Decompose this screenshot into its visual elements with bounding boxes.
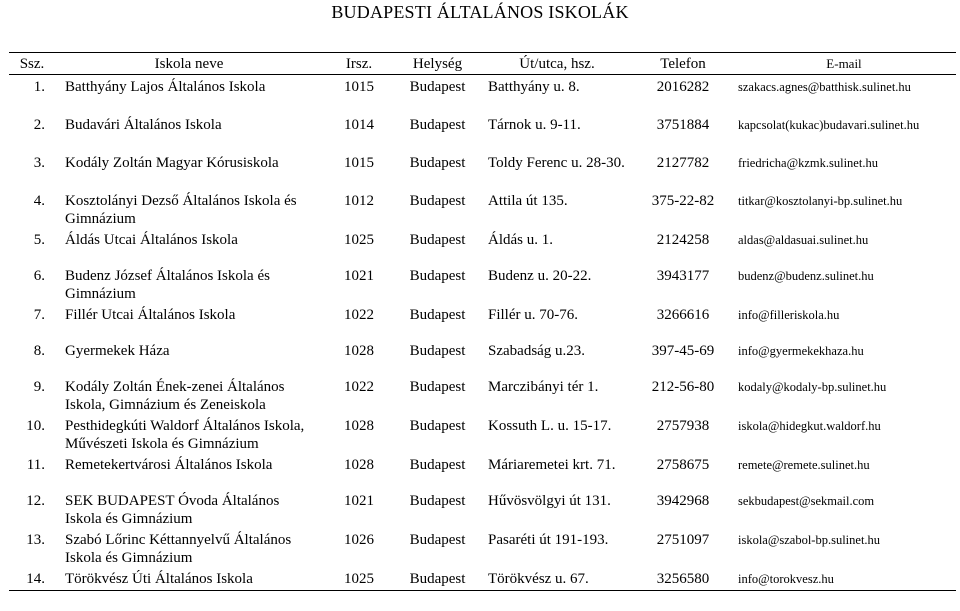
- cell-helyseg: Budapest: [409, 417, 466, 434]
- table-row: [9, 339, 956, 375]
- table-row: [9, 489, 956, 528]
- table-row: [9, 375, 956, 414]
- cell-name: Gyermekek Háza: [65, 342, 170, 359]
- cell-irsz: 1021: [344, 267, 374, 284]
- cell-helyseg: Budapest: [409, 116, 466, 133]
- cell-name: Batthyány Lajos Általános Iskola: [65, 79, 266, 95]
- cell-irsz: 1028: [344, 456, 374, 473]
- cell-telefon: 2757938: [656, 417, 710, 434]
- header-row: [9, 53, 956, 75]
- table-row: [9, 75, 956, 113]
- cell-name: Remetekertvárosi Általános Iskola: [65, 456, 273, 473]
- cell-telefon: 2751097: [656, 531, 710, 548]
- cell-ut: Szabadság u.23.: [488, 342, 586, 359]
- header-name: Iskola neve: [55, 53, 323, 75]
- cell-email: aldas@aldasuai.sulinet.hu: [738, 232, 869, 247]
- table-row: [9, 303, 956, 339]
- cell-name: Törökvész Úti Általános Iskola: [55, 567, 323, 591]
- cell-ut: Kossuth L. u. 15-17.: [488, 417, 612, 434]
- cell-ut: Áldás u. 1.: [488, 231, 553, 248]
- cell-email: info@filleriskola.hu: [738, 307, 840, 322]
- cell-irsz: 1022: [344, 378, 374, 395]
- cell-ut: Hűvösvölgyi út 131.: [488, 492, 611, 509]
- cell-irsz: 1022: [344, 306, 374, 323]
- cell-email: friedricha@kzmk.sulinet.hu: [738, 155, 878, 170]
- cell-ut: Budenz u. 20-22.: [488, 267, 592, 284]
- table-row: [9, 414, 956, 453]
- cell-telefon: 2124258: [656, 231, 710, 248]
- cell-telefon: 3266616: [656, 306, 710, 323]
- cell-ssz: 4.: [33, 192, 45, 209]
- cell-telefon: 397-45-69: [651, 342, 715, 359]
- cell-name: Áldás Utcai Általános Iskola: [65, 231, 238, 248]
- cell-irsz: 1021: [344, 492, 374, 509]
- cell-ut: Toldy Ferenc u. 28-30.: [488, 154, 625, 171]
- cell-helyseg: Budapest: [409, 531, 466, 548]
- cell-ssz: 2.: [33, 116, 45, 133]
- cell-ut: Attila út 135.: [488, 192, 568, 209]
- cell-email: sekbudapest@sekmail.com: [738, 493, 875, 508]
- cell-irsz: 1015: [344, 79, 374, 95]
- page-title: BUDAPESTI ÁLTALÁNOS ISKOLÁK: [331, 2, 629, 22]
- cell-email: iskola@hidegkut.waldorf.hu: [738, 418, 881, 433]
- cell-irsz: 1025: [323, 567, 395, 591]
- cell-ut: Máriaremetei krt. 71.: [488, 456, 616, 473]
- table-row: [9, 189, 956, 228]
- cell-irsz: 1028: [344, 342, 374, 359]
- cell-telefon: 3943177: [656, 267, 710, 284]
- cell-telefon: 3751884: [656, 116, 710, 133]
- table-row: [9, 567, 956, 591]
- cell-helyseg: Budapest: [409, 79, 466, 95]
- cell-name: Kodály Zoltán Ének-zenei Általános Iskola, Gimnázium és Zeneiskola: [65, 378, 285, 413]
- cell-email: remete@remete.sulinet.hu: [738, 457, 870, 472]
- header-email: E-mail: [732, 53, 956, 75]
- cell-irsz: 1014: [344, 116, 374, 133]
- cell-helyseg: Budapest: [409, 154, 466, 171]
- cell-email: kapcsolat(kukac)budavari.sulinet.hu: [738, 117, 920, 132]
- cell-helyseg: Budapest: [409, 456, 466, 473]
- cell-telefon: 3942968: [656, 492, 710, 509]
- cell-telefon: 2127782: [656, 154, 710, 171]
- cell-ssz: 6.: [33, 267, 45, 284]
- table-row: [9, 264, 956, 303]
- table-row: [9, 453, 956, 489]
- cell-ssz: 7.: [33, 306, 45, 323]
- cell-email: iskola@szabol-bp.sulinet.hu: [738, 532, 881, 547]
- table-header: [9, 53, 956, 75]
- cell-name: Budenz József Általános Iskola és Gimnázium: [65, 267, 270, 302]
- cell-name: Szabó Lőrinc Kéttannyelvű Általános Iskola és Gimnázium: [65, 531, 292, 566]
- cell-irsz: 1026: [344, 531, 374, 548]
- cell-helyseg: Budapest: [409, 378, 466, 395]
- school-table: [9, 52, 956, 591]
- cell-ssz: 12.: [26, 492, 45, 509]
- cell-email: info@torokvesz.hu: [732, 567, 956, 591]
- cell-email: kodaly@kodaly-bp.sulinet.hu: [738, 379, 887, 394]
- cell-ssz: 13.: [26, 531, 45, 548]
- cell-irsz: 1028: [344, 417, 374, 434]
- cell-helyseg: Budapest: [409, 306, 466, 323]
- cell-ssz: 14.: [9, 567, 55, 591]
- cell-helyseg: Budapest: [409, 342, 466, 359]
- cell-helyseg: Budapest: [409, 231, 466, 248]
- table-row: [9, 113, 956, 151]
- header-telefon: Telefon: [634, 53, 732, 75]
- cell-ut: Fillér u. 70-76.: [488, 306, 578, 323]
- cell-ut: Pasaréti út 191-193.: [488, 531, 609, 548]
- cell-ssz: 11.: [26, 456, 45, 473]
- cell-telefon: 212-56-80: [651, 378, 715, 395]
- cell-telefon: 2758675: [656, 456, 710, 473]
- cell-irsz: 1025: [344, 231, 374, 248]
- cell-name: Kosztolányi Dezső Általános Iskola és Gimnázium: [65, 192, 297, 227]
- cell-name: SEK BUDAPEST Óvoda Általános Iskola és Gimnázium: [65, 492, 280, 527]
- table-row: [9, 151, 956, 189]
- cell-telefon: 2016282: [656, 79, 710, 95]
- cell-helyseg: Budapest: [395, 567, 480, 591]
- cell-ut: Batthyány u. 8.: [488, 79, 580, 95]
- cell-irsz: 1012: [344, 192, 374, 209]
- cell-irsz: 1015: [344, 154, 374, 171]
- cell-ssz: 9.: [33, 378, 45, 395]
- cell-ut: Marczibányi tér 1.: [488, 378, 599, 395]
- cell-ssz: 1.: [33, 79, 45, 95]
- cell-email: titkar@kosztolanyi-bp.sulinet.hu: [738, 193, 903, 208]
- header-ssz: Ssz.: [9, 53, 55, 75]
- cell-name: Fillér Utcai Általános Iskola: [65, 306, 236, 323]
- cell-helyseg: Budapest: [409, 492, 466, 509]
- cell-telefon: 3256580: [634, 567, 732, 591]
- table-body: [9, 75, 956, 591]
- cell-ssz: 8.: [33, 342, 45, 359]
- header-irsz: Irsz.: [323, 53, 395, 75]
- cell-helyseg: Budapest: [409, 267, 466, 284]
- header-helyseg: Helység: [395, 53, 480, 75]
- cell-ssz: 10.: [26, 417, 45, 434]
- cell-helyseg: Budapest: [409, 192, 466, 209]
- cell-name: Budavári Általános Iskola: [65, 116, 222, 133]
- cell-email: szakacs.agnes@batthisk.sulinet.hu: [738, 80, 911, 94]
- table-row: [9, 528, 956, 567]
- cell-ut: Törökvész u. 67.: [480, 567, 634, 591]
- cell-email: budenz@budenz.sulinet.hu: [738, 268, 874, 283]
- cell-ut: Tárnok u. 9-11.: [488, 116, 581, 133]
- cell-ssz: 3.: [33, 154, 45, 171]
- table-row: [9, 228, 956, 264]
- header-ut: Út/utca, hsz.: [480, 53, 634, 75]
- cell-name: Pesthidegkúti Waldorf Általános Iskola, Művészeti Iskola és Gimnázium: [65, 417, 305, 452]
- cell-telefon: 375-22-82: [651, 192, 715, 209]
- cell-name: Kodály Zoltán Magyar Kórusiskola: [65, 154, 279, 171]
- cell-email: info@gyermekekhaza.hu: [738, 343, 864, 358]
- cell-ssz: 5.: [33, 231, 45, 248]
